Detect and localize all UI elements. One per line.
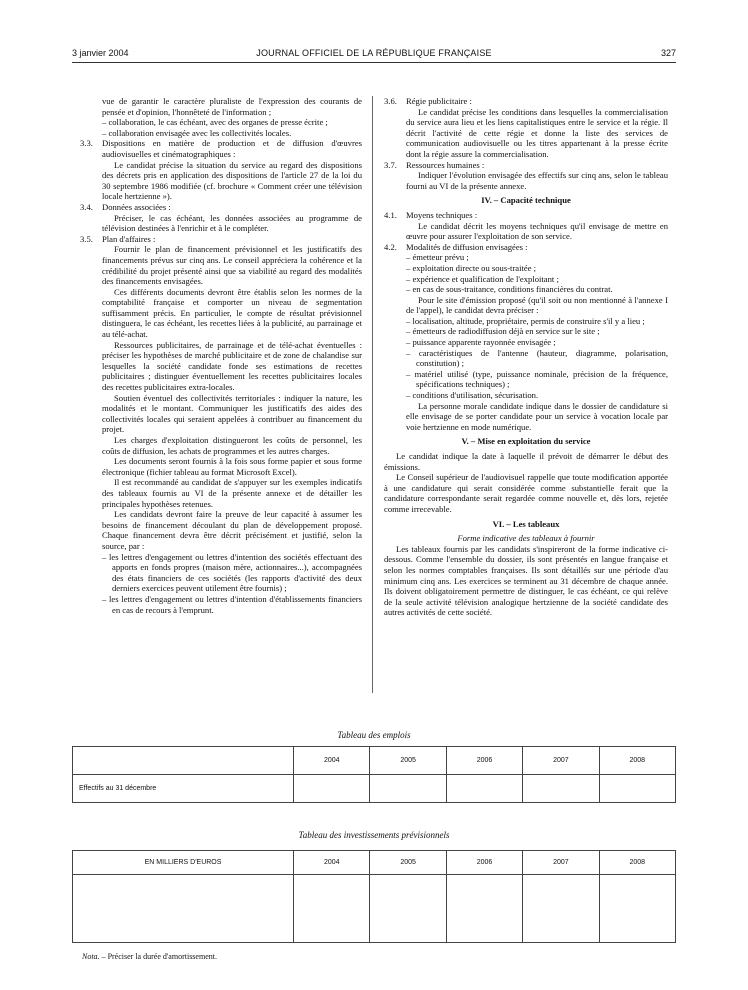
section-3-7: 3.7. Ressources humaines : xyxy=(384,159,485,170)
paragraph: Les charges d'exploitation distingueront les coûts de personnel, les coûts de diffusion, les achats de programmes et les autres charges. xyxy=(102,435,362,456)
paragraph: Les tableaux fournis par les candidats s'inspireront de la forme indicative ci-dessous. Comme l'ensemble du dossier, ils sont présentés en langue française et selon les normes comptables françaises. Ils sont détaillés sur une période d'au minimum cinq ans. Les exercices se terminent au 31 décembre de chaque année. Ils doivent obligatoirement permettre de distinguer, le cas échéant, ce qui relève de la seule activité télévision analogique hertzienne de la société candidate des autres activités de cette société. xyxy=(384,543,668,618)
list-item: – conditions d'utilisation, sécurisation. xyxy=(406,390,539,401)
list-item: – émetteurs de radiodiffusion déjà en service sur le site ; xyxy=(406,326,600,337)
table-cell xyxy=(446,775,522,803)
page-header xyxy=(72,48,676,62)
year-header: 2004 xyxy=(294,851,370,875)
section-4-2: 4.2. Modalités de diffusion envisagées : xyxy=(384,241,528,252)
list-item: – exploitation directe ou sous-traitée ; xyxy=(406,262,537,273)
paragraph: Indiquer l'évolution envisagée des effectifs sur cinq ans, selon le tableau fourni au VI de la présente annexe. xyxy=(406,170,668,191)
page-number: 327 xyxy=(660,48,676,58)
list-item: – les lettres d'engagement ou lettres d'intention des sociétés effectuant des apports en fonds propres (maison mère, actionnaires...), accompagnées des états financiers de ces sociétés (les rapports d'activité des deux derniers exercices peuvent utilement être fournis) ; xyxy=(102,551,362,594)
table-emplois-caption: Tableau des emplois xyxy=(337,730,411,740)
heading-mise-en-exploitation: V. – Mise en exploitation du service xyxy=(461,436,591,447)
left-column xyxy=(80,96,362,615)
table-cell xyxy=(294,775,370,803)
right-column xyxy=(384,96,668,618)
paragraph: Fournir le plan de financement prévisionnel et les justificatifs des financements prévus sur cinq ans. Le conseil appréciera la cohérence et la crédibilité du projet présenté ainsi que sa viabilité au regard des modalités des financements envisagées. xyxy=(102,244,362,287)
empty-header-cell xyxy=(73,747,294,775)
paragraph: vue de garantir le caractère pluraliste de l'expression des courants de pensée et d'opinion, l'honnêteté de l'information ; xyxy=(102,96,362,117)
table-cell xyxy=(294,875,370,943)
list-item: – expérience et qualification de l'exploitant ; xyxy=(406,273,559,284)
header-rule xyxy=(72,62,676,63)
paragraph: Le Conseil supérieur de l'audiovisuel rappelle que toute modification apportée à une candidature qui serait considérée comme substantielle ferait que la candidature correspondante serait regardée comme nouvelle et, dès lors, rejetée comme irrecevable. xyxy=(384,472,668,514)
paragraph: Le candidat indique la date à laquelle il prévoit de démarrer le début des émissions. xyxy=(384,451,668,472)
section-3-4: 3.4. Données associées : xyxy=(80,201,171,212)
paragraph: Ces différents documents devront être établis selon les normes de la comptabilité française et comporter un niveau de segmentation suffisamment précis. En particulier, le compte de résultat prévisionnel distinguera, le cas échéant, les recettes liées à la publicité, au parrainage et au télé-achat. xyxy=(102,286,362,340)
list-item: – puissance apparente rayonnée envisagée ; xyxy=(406,337,556,348)
list-item: – les lettres d'engagement ou lettres d'intention d'établissements financiers en cas de recours à l'emprunt. xyxy=(102,593,362,615)
table-investissements-caption: Tableau des investissements prévisionnels xyxy=(298,830,450,840)
table-row xyxy=(73,875,676,943)
note-label: Nota. xyxy=(82,952,100,961)
section-3-6: 3.6. Régie publicitaire : xyxy=(384,96,472,106)
header-date: 3 janvier 2004 xyxy=(72,48,129,58)
table-cell xyxy=(370,875,446,943)
section-3-5: 3.5. Plan d'affaires : xyxy=(80,233,156,244)
list-item: – matériel utilisé (type, puissance nominale, précision de la fréquence, spécifications techniques) ; xyxy=(406,368,668,390)
paragraph: Préciser, le cas échéant, les données associées au programme de télévision destinées à l'enrichir et à le compléter. xyxy=(102,212,362,234)
list-item: – en cas de sous-traitance, conditions financières du contrat. xyxy=(406,284,613,295)
list-item: – collaboration, le cas échéant, avec des organes de presse écrite ; xyxy=(102,117,328,128)
subheading: Forme indicative des tableaux à fournir xyxy=(457,533,595,544)
year-header: 2005 xyxy=(370,851,446,875)
year-header: 2008 xyxy=(599,851,675,875)
year-header: 2005 xyxy=(370,747,446,775)
table-cell xyxy=(523,775,599,803)
year-header: 2007 xyxy=(523,747,599,775)
paragraph: Le candidat décrit les moyens techniques qu'il envisage de mettre en œuvre pour assurer l'exploitation de son service. xyxy=(406,220,668,242)
table-cell xyxy=(599,875,675,943)
list-item: – caractéristiques de l'antenne (hauteur, diagramme, polarisation, constitution) ; xyxy=(406,347,668,369)
list-item: – émetteur prévu ; xyxy=(406,252,469,263)
table-cell xyxy=(370,775,446,803)
paragraph: Le candidat précise les conditions dans lesquelles la commercialisation du service aura lieu et les liens capitalistiques entre le service et la régie. Il décrit l'activité de cette régie et donne la liste des services de communication audiovisuelle ou les titres appartenant à la presse écrite dont la régie assure la commercialisation. xyxy=(406,106,668,159)
paragraph: Les candidats devront faire la preuve de leur capacité à assumer les besoins de financement découlant du plan de développement proposé. Chaque financement devra être décrit précisément et justifié, selon la source, par : xyxy=(102,509,362,551)
paragraph: Il est recommandé au candidat de s'appuyer sur les exemples indicatifs des tableaux fournis au VI de la présente annexe et de détailler les principales hypothèses retenues. xyxy=(102,477,362,509)
note-text: – Préciser la durée d'amortissement. xyxy=(101,952,217,961)
year-header: 2006 xyxy=(446,747,522,775)
year-header: 2008 xyxy=(599,747,675,775)
section-4-1: 4.1. Moyens techniques : xyxy=(384,209,478,220)
section-3-3: 3.3. Dispositions en matière de production et de diffusion d'œuvres audiovisuelles et cinématographiques : xyxy=(80,138,362,159)
paragraph: Le candidat précise la situation du service au regard des dispositions des décrets pris en application des dispositions de l'article 27 de la loi du 30 septembre 1986 modifiée (cf. brochure « Comment créer une télévision locale hertzienne »). xyxy=(102,159,362,202)
table-emplois xyxy=(72,746,676,803)
row-label: Effectifs au 31 décembre xyxy=(73,775,294,803)
footnote xyxy=(82,952,217,961)
list-item: – collaboration envisagée avec les collectivités locales. xyxy=(102,127,292,138)
paragraph: Soutien éventuel des collectivités territoriales : indiquer la nature, les modalités et le montant. Communiquer les justificatifs des aides des collectivités locales qui seraient appelées à contribuer au financement du projet. xyxy=(102,392,362,435)
paragraph: Pour le site d'émission proposé (qu'il soit ou non mentionné à l'annexe I de l'appel), le candidat devra préciser : xyxy=(406,294,668,316)
unit-header: EN MILLIERS D'EUROS xyxy=(73,851,294,875)
paragraph: Ressources publicitaires, de parrainage et de télé-achat éventuelles : préciser les hypothèses de marché publicitaire et de zone de chalandise sur lesquelles la société candidate fonde ses estimations de recettes publicitaires ; distinguer éventuellement les recettes publicitaires locales des recettes publicitaires extra-locales. xyxy=(102,339,362,393)
list-item: – localisation, altitude, propriétaire, permis de construire s'il y a lieu ; xyxy=(406,315,645,326)
paragraph: Les documents seront fournis à la fois sous forme papier et sous forme électronique (fichier tableau au format Microsoft Excel). xyxy=(102,456,362,477)
table-cell xyxy=(599,775,675,803)
year-header: 2007 xyxy=(523,851,599,875)
journal-title: JOURNAL OFFICIEL DE LA RÉPUBLIQUE FRANÇAISE xyxy=(256,48,492,58)
heading-capacite-technique: IV. – Capacité technique xyxy=(481,195,571,206)
heading-les-tableaux: VI. – Les tableaux xyxy=(492,518,560,529)
column-divider xyxy=(372,96,373,693)
year-header: 2006 xyxy=(446,851,522,875)
table-row xyxy=(73,775,676,803)
table-cell xyxy=(73,875,294,943)
table-investissements xyxy=(72,850,676,943)
table-cell xyxy=(446,875,522,943)
year-header: 2004 xyxy=(294,747,370,775)
paragraph: La personne morale candidate indique dans le dossier de candidature si elle envisage de se porter candidate pour un service à vocation locale par voie hertzienne en mode numérique. xyxy=(406,400,668,432)
table-cell xyxy=(523,875,599,943)
